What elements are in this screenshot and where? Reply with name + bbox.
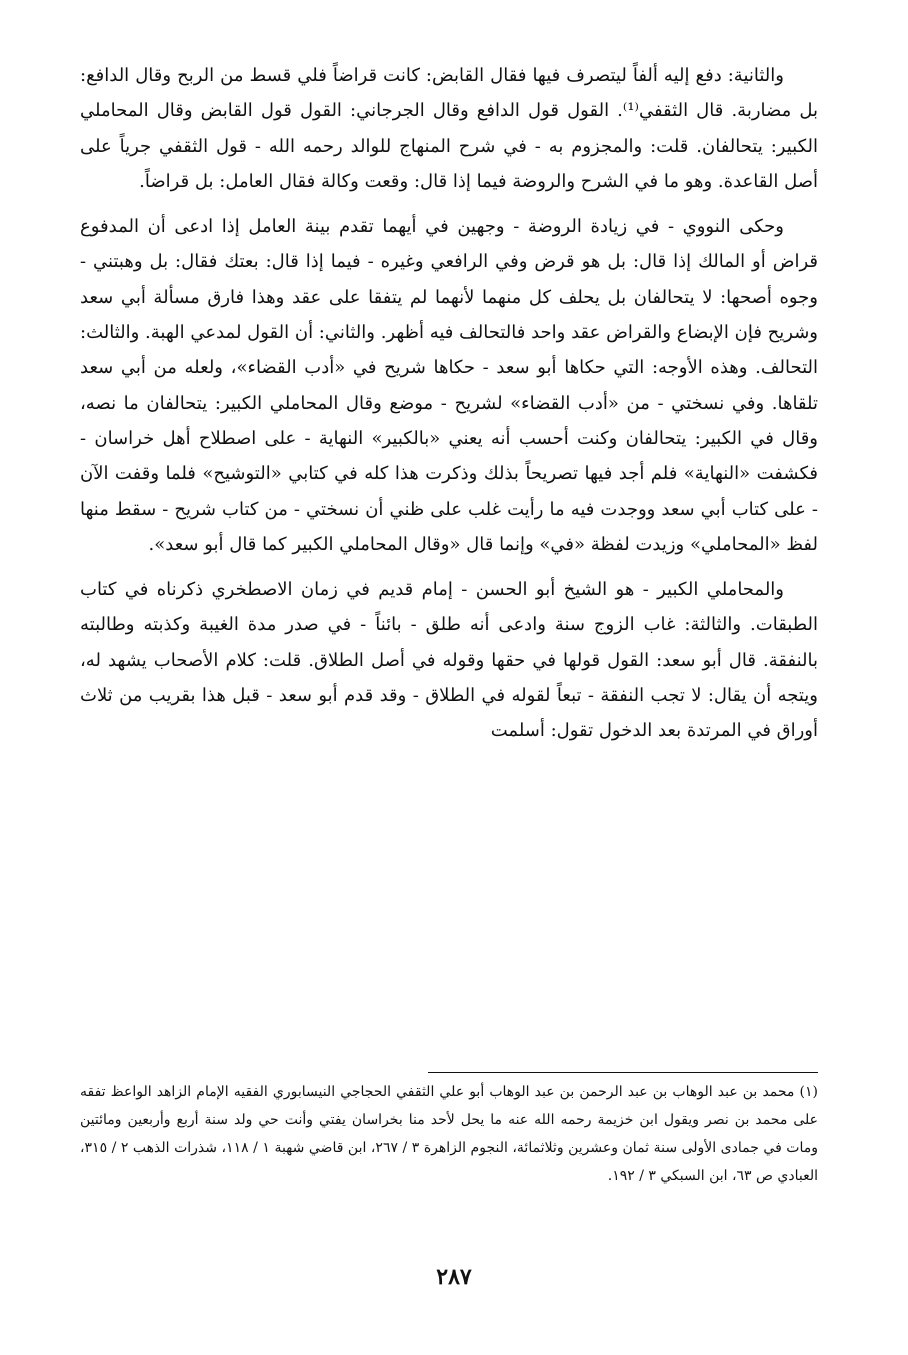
footnote: (١) محمد بن عبد الوهاب بن عبد الرحمن بن عبد الوهاب أبو علي الثقفي الحجاجي النيسابوري الفقيه الإمام الزاهد الواعظ تفقه على محمد بن نصر ويقول ابن خزيمة رحمه الله عنه ما يحل لأحد منا بخراسان يفتي وأنت حي ولد سنة أربع وأربعين ومائتين ومات في جمادى الأولى سنة ثمان وعشرين وثلاثمائة، النجوم الزاهرة ٣ / ٢٦٧، ابن قاضي شهبة ١ / ١١٨، شذرات الذهب ٢ / ٣١٥، العبادي ص ٦٣، ابن السبكي ٣ / ١٩٢. bbox=[80, 1084, 819, 1184]
footnote-divider bbox=[428, 1072, 818, 1073]
main-text bbox=[80, 58, 818, 759]
paragraph-3: والمحاملي الكبير - هو الشيخ أبو الحسن - إمام قديم في زمان الاصطخري ذكرناه في كتاب الطبقات. والثالثة: غاب الزوج سنة وادعى أنه طلق - بائناً - في صدر مدة الغيبة وكذبته وطالبته بالنفقة. قال أبو سعد: القول قولها في حقها وقوله في أصل الطلاق. قلت: كلام الأصحاب يشهد له، ويتجه أن يقال: لا تجب النفقة - تبعاً لقوله في الطلاق - وقد قدم أبو سعد - قبل هذا بقريب من ثلاث أوراق في المرتدة بعد الدخول تقول: أسلمت bbox=[80, 579, 818, 742]
page-number: ٢٨٧ bbox=[436, 1264, 472, 1290]
paragraph-1: والثانية: دفع إليه ألفاً ليتصرف فيها فقال القابض: كانت قراضاً فلي قسط من الربح وقال الدافع: بل مضاربة. قال الثقفي⁽¹⁾. القول قول الدافع وقال الجرجاني: القول قول القابض وقال المحاملي الكبير: يتحالفان. قلت: والمجزوم به - في شرح المنهاج للوالد رحمه الله - قول الثقفي جرياً على أصل القاعدة. وهو ما في الشرح والروضة فيما إذا قال: وقعت وكالة فقال العامل: بل قراضاً. bbox=[80, 65, 818, 192]
paragraph-2: وحكى النووي - في زيادة الروضة - وجهين في أيهما تقدم بينة العامل إذا ادعى أن المدفوع قراض أو المالك إذا قال: بل هو قرض وفي الرافعي وغيره - فيما إذا قال: بعتك فقال: بل وهبتني - وجوه أصحها: لا يتحالفان بل يحلف كل منهما لأنهما لم يتفقا على عقد وهذا فارق مسألة أبي سعد وشريح فإن الإبضاع والقراض عقد واحد فالتحالف فيه أظهر. والثاني: أن القول لمدعي الهبة. والثالث: التحالف. وهذه الأوجه: التي حكاها أبو سعد - حكاها شريح في «أدب القضاء»، ولعله من أبي سعد تلقاها. وفي نسختي - من «أدب القضاء» لشريح - موضع وقال المحاملي الكبير: يتحالفان ما نصه، وقال في الكبير: يتحالفان وكنت أحسب أنه يعني «بالكبير» النهاية - على اصطلاح أهل خراسان - فكشفت «النهاية» فلم أجد فيها تصريحاً بذلك وذكرت هذا كله في كتابي «التوشيح» فلما وقفت الآن - على كتاب أبي سعد ووجدت فيه ما رأيت غلب على ظني أن نسختي - من كتاب شريح - سقط منها لفظ «المحاملي» وزيدت لفظة «في» وإنما قال «وقال المحاملي الكبير كما قال أبو سعد». bbox=[80, 216, 818, 555]
